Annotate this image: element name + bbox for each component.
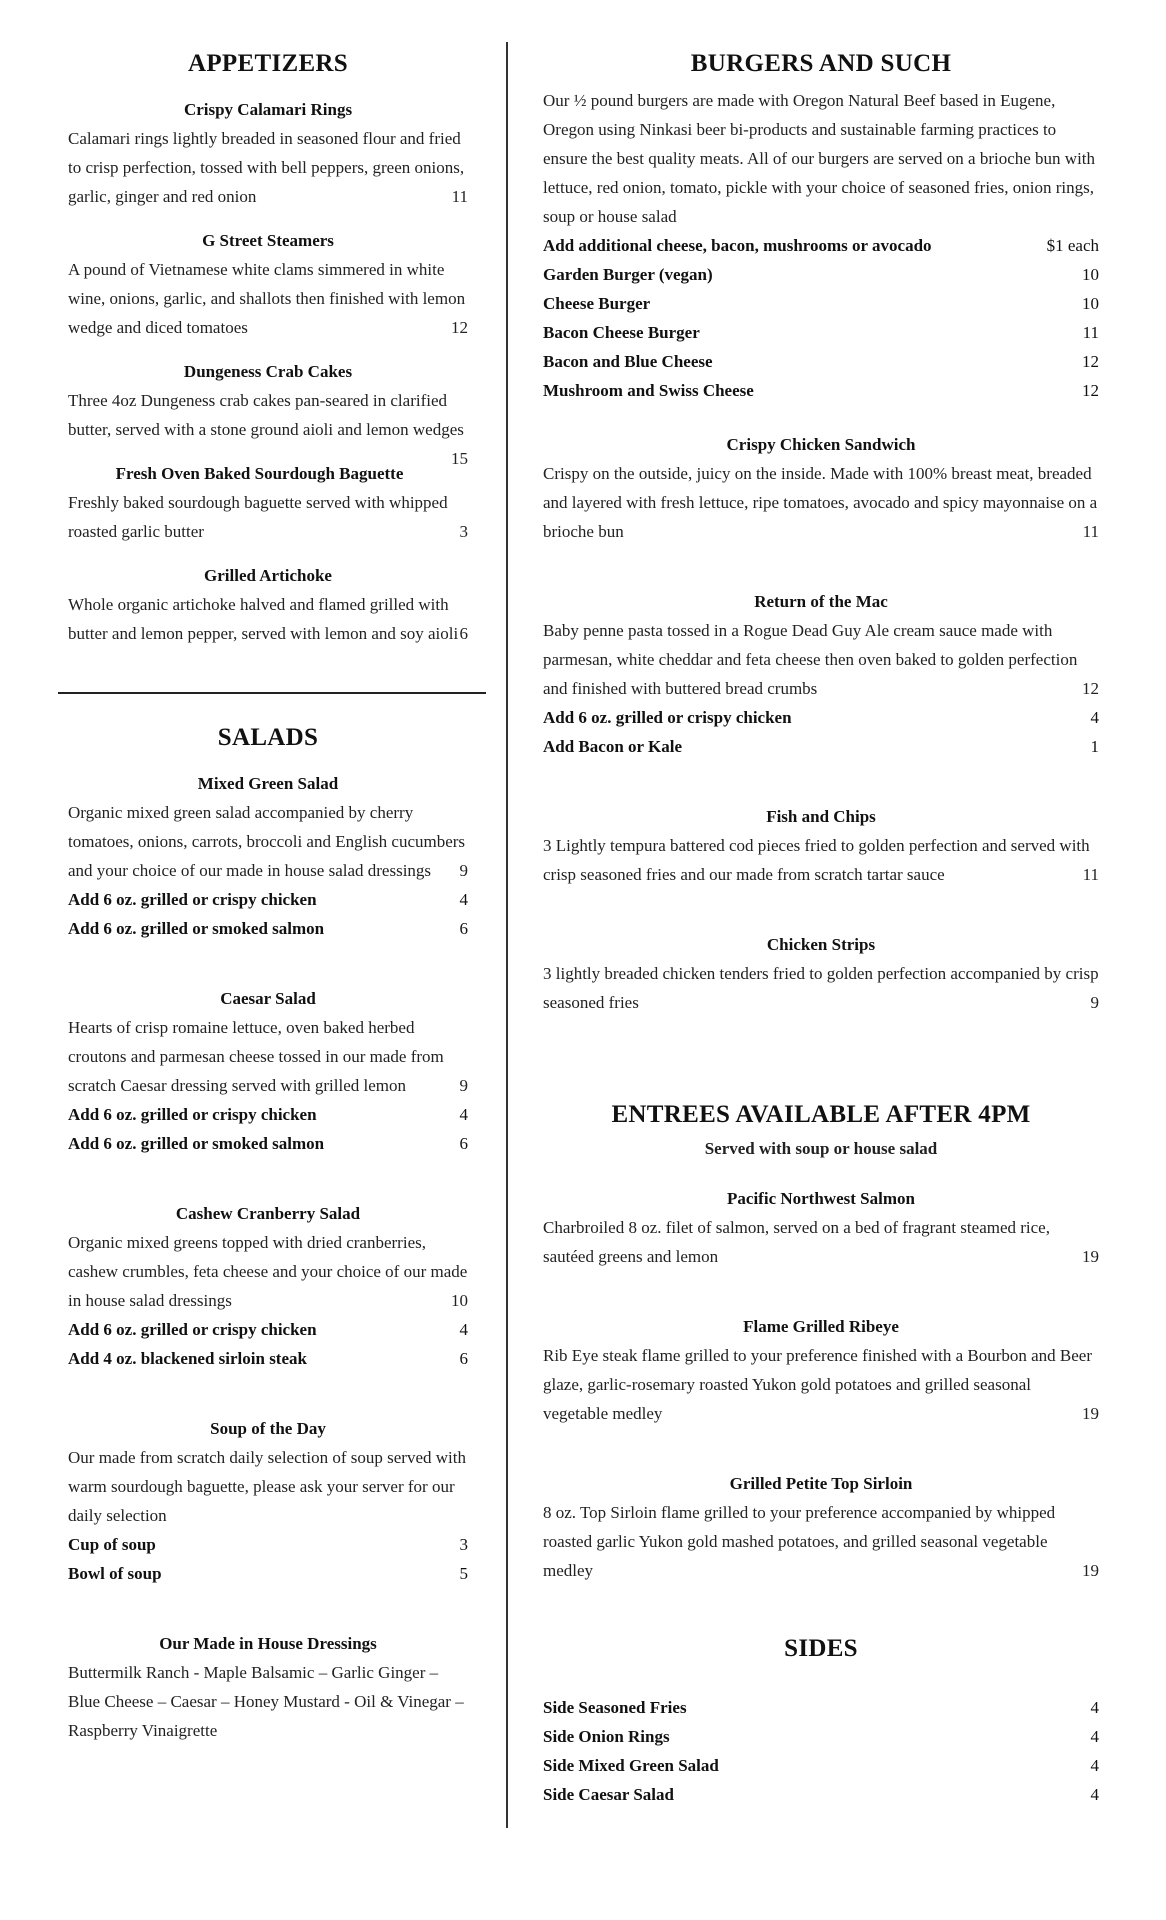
item-description (543, 616, 1099, 703)
item-name: Grilled Petite Top Sirloin (729, 1474, 913, 1493)
burger-row (543, 318, 1099, 347)
item-description (543, 1213, 1099, 1271)
side-label: Side Seasoned Fries (543, 1698, 687, 1717)
item-price: 9 (459, 861, 468, 880)
menu-item (543, 435, 1099, 546)
item-name: Cashew Cranberry Salad (175, 1204, 361, 1223)
burger-row (543, 260, 1099, 289)
burgers-heading: BURGERS AND SUCH (690, 50, 952, 77)
addon-row (68, 1100, 468, 1129)
addon-price: 6 (459, 1134, 468, 1153)
burger-row (543, 289, 1099, 318)
sides-heading: SIDES (784, 1635, 858, 1662)
addon-label: Add additional cheese, bacon, mushrooms or avocado (543, 236, 932, 255)
burger-row (543, 376, 1099, 405)
addon-row (68, 885, 468, 914)
item-price: 15 (451, 449, 468, 468)
item-name: Mixed Green Salad (197, 774, 339, 793)
item-price: 11 (1082, 522, 1099, 541)
option-price: 3 (459, 1535, 468, 1554)
item-desc-text: 8 oz. Top Sirloin flame grilled to your preference accompanied by whipped roasted garlic Yukon gold mashed potatoes, and grilled seasonal vegetable medley (543, 1503, 1056, 1580)
menu-item (543, 1474, 1099, 1585)
burger-label: Cheese Burger (543, 294, 651, 313)
section-divider (58, 692, 486, 694)
right-column (543, 50, 1099, 1809)
addon-price: 4 (459, 1320, 468, 1339)
column-divider (506, 42, 508, 1828)
item-description (68, 1013, 468, 1100)
entrees-note: Served with soup or house salad (704, 1139, 938, 1158)
addon-row (68, 1344, 468, 1373)
item-description (68, 488, 468, 546)
item-desc-text: Organic mixed greens topped with dried cranberries, cashew crumbles, feta cheese and your choice of our made in house salad dressings (68, 1233, 468, 1310)
burger-price: 12 (1082, 352, 1099, 371)
burger-label: Bacon Cheese Burger (543, 323, 700, 342)
menu-item (68, 464, 468, 546)
item-desc-text: Baby penne pasta tossed in a Rogue Dead Guy Ale cream sauce made with parmesan, white cheddar and feta cheese then oven baked to golden perfection and finished with buttered bread crumbs (543, 621, 1078, 698)
item-name: Return of the Mac (754, 592, 888, 611)
burger-addon-row (543, 231, 1099, 260)
item-price: 11 (1082, 865, 1099, 884)
menu-item (68, 1419, 468, 1588)
salads-heading: SALADS (217, 724, 319, 751)
item-description (543, 459, 1099, 546)
item-desc-text: Whole organic artichoke halved and flamed grilled with butter and lemon pepper, served with lemon and soy aioli (68, 595, 459, 643)
option-row (68, 1559, 468, 1588)
addon-label: Add Bacon or Kale (543, 737, 683, 756)
burger-price: 10 (1082, 265, 1099, 284)
addon-label: Add 6 oz. grilled or crispy chicken (68, 1105, 317, 1124)
item-name: Flame Grilled Ribeye (743, 1317, 899, 1336)
addon-label: Add 6 oz. grilled or crispy chicken (68, 890, 317, 909)
option-price: 5 (459, 1564, 468, 1583)
side-row (543, 1722, 1099, 1751)
item-description (68, 255, 468, 342)
menu-item (68, 100, 468, 211)
option-label: Bowl of soup (68, 1564, 162, 1583)
addon-label: Add 6 oz. grilled or smoked salmon (68, 919, 325, 938)
item-desc-text: 3 Lightly tempura battered cod pieces fried to golden perfection and served with crisp seasoned fries and our made from scratch tartar sauce (543, 836, 1090, 884)
menu-item (68, 989, 468, 1158)
item-description (543, 831, 1099, 889)
item-name: Crispy Chicken Sandwich (726, 435, 916, 454)
item-name: Crispy Calamari Rings (183, 100, 353, 119)
side-label: Side Onion Rings (543, 1727, 670, 1746)
item-desc-text: Calamari rings lightly breaded in seasoned flour and fried to crisp perfection, tossed with bell peppers, green onions, garlic, ginger and red onion (68, 129, 465, 206)
item-name: Fish and Chips (766, 807, 876, 826)
addon-price: $1 each (1046, 236, 1099, 255)
item-description (68, 386, 468, 468)
entrees-heading: ENTREES AVAILABLE AFTER 4PM (611, 1101, 1031, 1128)
addon-label: Add 6 oz. grilled or smoked salmon (68, 1134, 325, 1153)
side-label: Side Mixed Green Salad (543, 1756, 719, 1775)
menu-item (68, 231, 468, 342)
burger-label: Mushroom and Swiss Cheese (543, 381, 754, 400)
addon-price: 4 (459, 1105, 468, 1124)
burger-price: 11 (1082, 323, 1099, 342)
menu-item (543, 935, 1099, 1017)
item-description (543, 1341, 1099, 1428)
item-desc-text: Freshly baked sourdough baguette served with whipped roasted garlic butter (68, 493, 448, 541)
burger-row (543, 347, 1099, 376)
side-price: 4 (1090, 1727, 1099, 1746)
side-price: 4 (1090, 1698, 1099, 1717)
addon-row (68, 1315, 468, 1344)
side-price: 4 (1090, 1756, 1099, 1775)
item-price: 10 (451, 1291, 468, 1310)
item-name: Grilled Artichoke (204, 566, 332, 585)
item-name: Dungeness Crab Cakes (183, 362, 353, 381)
addon-label: Add 6 oz. grilled or crispy chicken (543, 708, 792, 727)
item-price: 19 (1082, 1247, 1099, 1266)
item-description: Our made from scratch daily selection of soup served with warm sourdough baguette, please ask your server for our daily selection (68, 1448, 466, 1525)
item-description (68, 590, 468, 648)
item-price: 9 (1090, 993, 1099, 1012)
addon-label: Add 6 oz. grilled or crispy chicken (68, 1320, 317, 1339)
item-name: G Street Steamers (202, 231, 334, 250)
addon-row (543, 732, 1099, 761)
burger-price: 10 (1082, 294, 1099, 313)
item-desc-text: 3 lightly breaded chicken tenders fried to golden perfection accompanied by crisp seasoned fries (543, 964, 1099, 1012)
item-price: 19 (1082, 1561, 1099, 1580)
item-price: 3 (459, 522, 468, 541)
menu-item (68, 1634, 468, 1745)
menu-item (68, 566, 468, 648)
item-name: Our Made in House Dressings (159, 1634, 377, 1653)
appetizers-heading: APPETIZERS (188, 50, 348, 77)
item-name: Pacific Northwest Salmon (727, 1189, 915, 1208)
item-description (68, 1228, 468, 1315)
burger-label: Garden Burger (vegan) (543, 265, 713, 284)
addon-price: 6 (459, 1349, 468, 1368)
option-row (68, 1530, 468, 1559)
item-description: Buttermilk Ranch - Maple Balsamic – Garlic Ginger – Blue Cheese – Caesar – Honey Mustard - Oil & Vinegar – Raspberry Vinaigrette (68, 1663, 464, 1740)
item-price: 9 (459, 1076, 468, 1095)
item-desc-text: Crispy on the outside, juicy on the inside. Made with 100% breast meat, breaded and layered with fresh lettuce, ripe tomatoes, avocado and spicy mayonnaise on a brioche bun (543, 464, 1098, 541)
item-name: Fresh Oven Baked Sourdough Baguette (115, 464, 404, 483)
item-name: Chicken Strips (766, 935, 876, 954)
item-description (68, 124, 468, 211)
burger-price: 12 (1082, 381, 1099, 400)
side-price: 4 (1090, 1785, 1099, 1804)
menu-item (543, 1317, 1099, 1428)
burger-label: Bacon and Blue Cheese (543, 352, 713, 371)
item-desc-text: Charbroiled 8 oz. filet of salmon, served on a bed of fragrant steamed rice, sautéed greens and lemon (543, 1218, 1050, 1266)
addon-label: Add 4 oz. blackened sirloin steak (68, 1349, 307, 1368)
item-description (543, 959, 1099, 1017)
item-desc-text: Hearts of crisp romaine lettuce, oven baked herbed croutons and parmesan cheese tossed in our made from scratch Caesar dressing served with grilled lemon (68, 1018, 444, 1095)
menu-item (543, 807, 1099, 889)
item-price: 12 (1082, 679, 1099, 698)
item-desc-text: Organic mixed green salad accompanied by cherry tomatoes, onions, carrots, broccoli and English cucumbers and your choice of our made in house salad dressings (68, 803, 466, 880)
menu-item (543, 592, 1099, 761)
burgers-intro: Our ½ pound burgers are made with Oregon Natural Beef based in Eugene, Oregon using Ninkasi beer bi-products and sustainable farming practices to ensure the best quality meats. All of our burgers are served on a brioche bun with lettuce, red onion, tomato, pickle with your choice of seasoned fries, onion rings, soup or house salad (543, 91, 1096, 226)
addon-row (543, 703, 1099, 732)
item-price: 19 (1082, 1404, 1099, 1423)
item-desc-text: Three 4oz Dungeness crab cakes pan-seared in clarified butter, served with a stone ground aioli and lemon wedges (68, 391, 464, 439)
side-row (543, 1693, 1099, 1722)
item-price: 12 (451, 318, 468, 337)
item-price: 11 (451, 187, 468, 206)
side-row (543, 1780, 1099, 1809)
item-price: 6 (459, 624, 468, 643)
item-desc-text: A pound of Vietnamese white clams simmered in white wine, onions, garlic, and shallots then finished with lemon wedge and diced tomatoes (68, 260, 466, 337)
side-label: Side Caesar Salad (543, 1785, 674, 1804)
item-desc-text: Rib Eye steak flame grilled to your preference finished with a Bourbon and Beer glaze, garlic-rosemary roasted Yukon gold potatoes and grilled seasonal vegetable medley (543, 1346, 1093, 1423)
item-name: Soup of the Day (210, 1419, 326, 1438)
item-name: Caesar Salad (220, 989, 316, 1008)
addon-price: 4 (459, 890, 468, 909)
addon-row (68, 914, 468, 943)
addon-price: 6 (459, 919, 468, 938)
addon-price: 4 (1090, 708, 1099, 727)
menu-item (68, 362, 468, 468)
left-column (68, 50, 468, 1765)
addon-price: 1 (1090, 737, 1099, 756)
item-description (543, 1498, 1099, 1585)
item-description (68, 798, 468, 885)
side-row (543, 1751, 1099, 1780)
menu-item (68, 1204, 468, 1373)
menu-item (68, 774, 468, 943)
addon-row (68, 1129, 468, 1158)
option-label: Cup of soup (68, 1535, 156, 1554)
menu-item (543, 1189, 1099, 1271)
